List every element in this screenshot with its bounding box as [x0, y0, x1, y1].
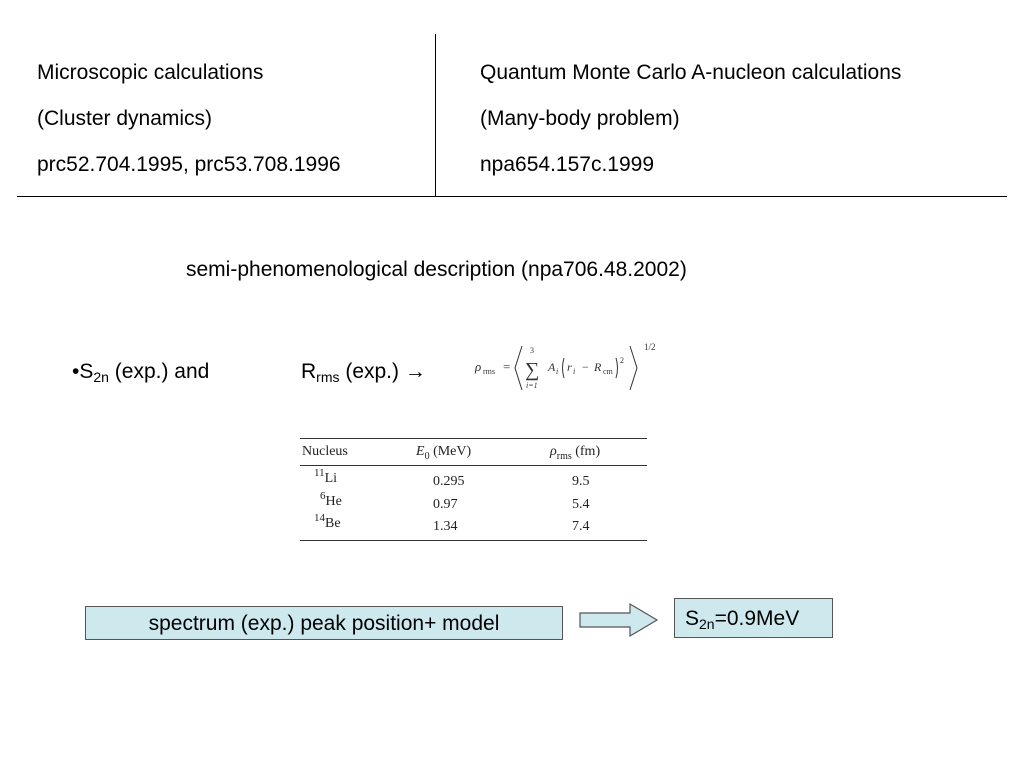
table-row-nucleus	[314, 512, 341, 533]
formula-sum-bottom: i=1	[526, 381, 538, 390]
table-row-e0: 0.97	[433, 497, 458, 512]
header-divider-vertical	[435, 34, 436, 196]
table-row-e0: 0.295	[433, 474, 465, 489]
formula-sum-top: 3	[530, 346, 534, 355]
flow-arrow-icon	[578, 602, 660, 638]
result-rest: =0.9MeV	[714, 607, 800, 630]
row-mass: 14	[314, 512, 325, 524]
header-e-sub: 0	[424, 450, 430, 462]
formula-square: 2	[620, 356, 624, 365]
formula-left-angle	[515, 346, 522, 390]
header-rho-sub: rms	[556, 450, 572, 462]
formula-equals: =	[503, 359, 511, 374]
right-title: Quantum Monte Carlo A-nucleon calculations	[480, 61, 902, 84]
row-mass: 11	[314, 467, 325, 479]
row-mass: 6	[320, 490, 326, 502]
rms-radius-formula	[470, 338, 680, 396]
s-subscript: 2n	[93, 369, 109, 385]
table-row-e0: 1.34	[433, 519, 458, 534]
table-row-nucleus	[314, 467, 338, 488]
s-main: •S	[72, 360, 94, 383]
header-rho-unit: (fm)	[575, 444, 601, 459]
left-title: Microscopic calculations	[37, 61, 264, 84]
semi-phenomenological-heading: semi-phenomenological description (npa706.48.2002)	[186, 258, 687, 281]
s2n-result-box	[674, 598, 833, 638]
table-header-rule	[300, 465, 647, 466]
result-subscript: 2n	[699, 616, 715, 632]
right-subtitle: (Many-body problem)	[480, 107, 680, 130]
table-row-rho: 9.5	[572, 474, 590, 489]
formula-right-angle	[630, 346, 637, 390]
table-row-nucleus	[320, 490, 342, 511]
header-rho-symbol: ρ	[550, 444, 557, 459]
formula-sum: ∑	[525, 359, 540, 381]
formula-r-i: i	[573, 367, 576, 376]
formula-power: 1/2	[644, 342, 656, 352]
header-divider-horizontal	[17, 196, 1007, 197]
header-nucleus: Nucleus	[302, 444, 348, 459]
formula-r: r	[567, 360, 572, 374]
spectrum-input-label: spectrum (exp.) peak position+ model	[148, 612, 500, 635]
row-element: He	[325, 494, 342, 509]
spectrum-input-box	[85, 606, 563, 640]
header-e0	[416, 443, 471, 466]
formula-rho: ρ	[475, 359, 482, 374]
table-bottom-rule	[300, 540, 647, 541]
row-element: Be	[325, 516, 341, 531]
r-main: R	[301, 360, 317, 383]
formula-body: A	[548, 360, 556, 374]
formula-rho-sub: rms	[483, 367, 495, 376]
s-rest: (exp.) and	[108, 360, 210, 383]
table-row-rho: 7.4	[572, 519, 590, 534]
bullet-s2n	[72, 360, 209, 384]
formula-R: R	[594, 360, 602, 374]
formula-minus: −	[582, 360, 589, 374]
row-element: Li	[324, 471, 338, 486]
table-row-rho: 5.4	[572, 497, 590, 512]
formula-left-paren	[563, 358, 565, 378]
r-rest: (exp.) →	[339, 360, 426, 383]
result-main: S	[685, 607, 700, 630]
formula-body-i: i	[556, 367, 559, 376]
bullet-rrms	[301, 360, 426, 384]
left-subtitle: (Cluster dynamics)	[37, 107, 213, 130]
header-e-unit: (MeV)	[433, 444, 472, 459]
right-refs: npa654.157c.1999	[480, 153, 654, 176]
header-rho	[550, 443, 600, 466]
r-subscript: rms	[316, 369, 340, 385]
header-e: E	[416, 444, 425, 459]
formula-R-sub: cm	[603, 367, 613, 376]
table-top-rule	[300, 438, 647, 439]
formula-right-paren	[616, 358, 618, 378]
left-refs: prc52.704.1995, prc53.708.1996	[37, 153, 341, 176]
